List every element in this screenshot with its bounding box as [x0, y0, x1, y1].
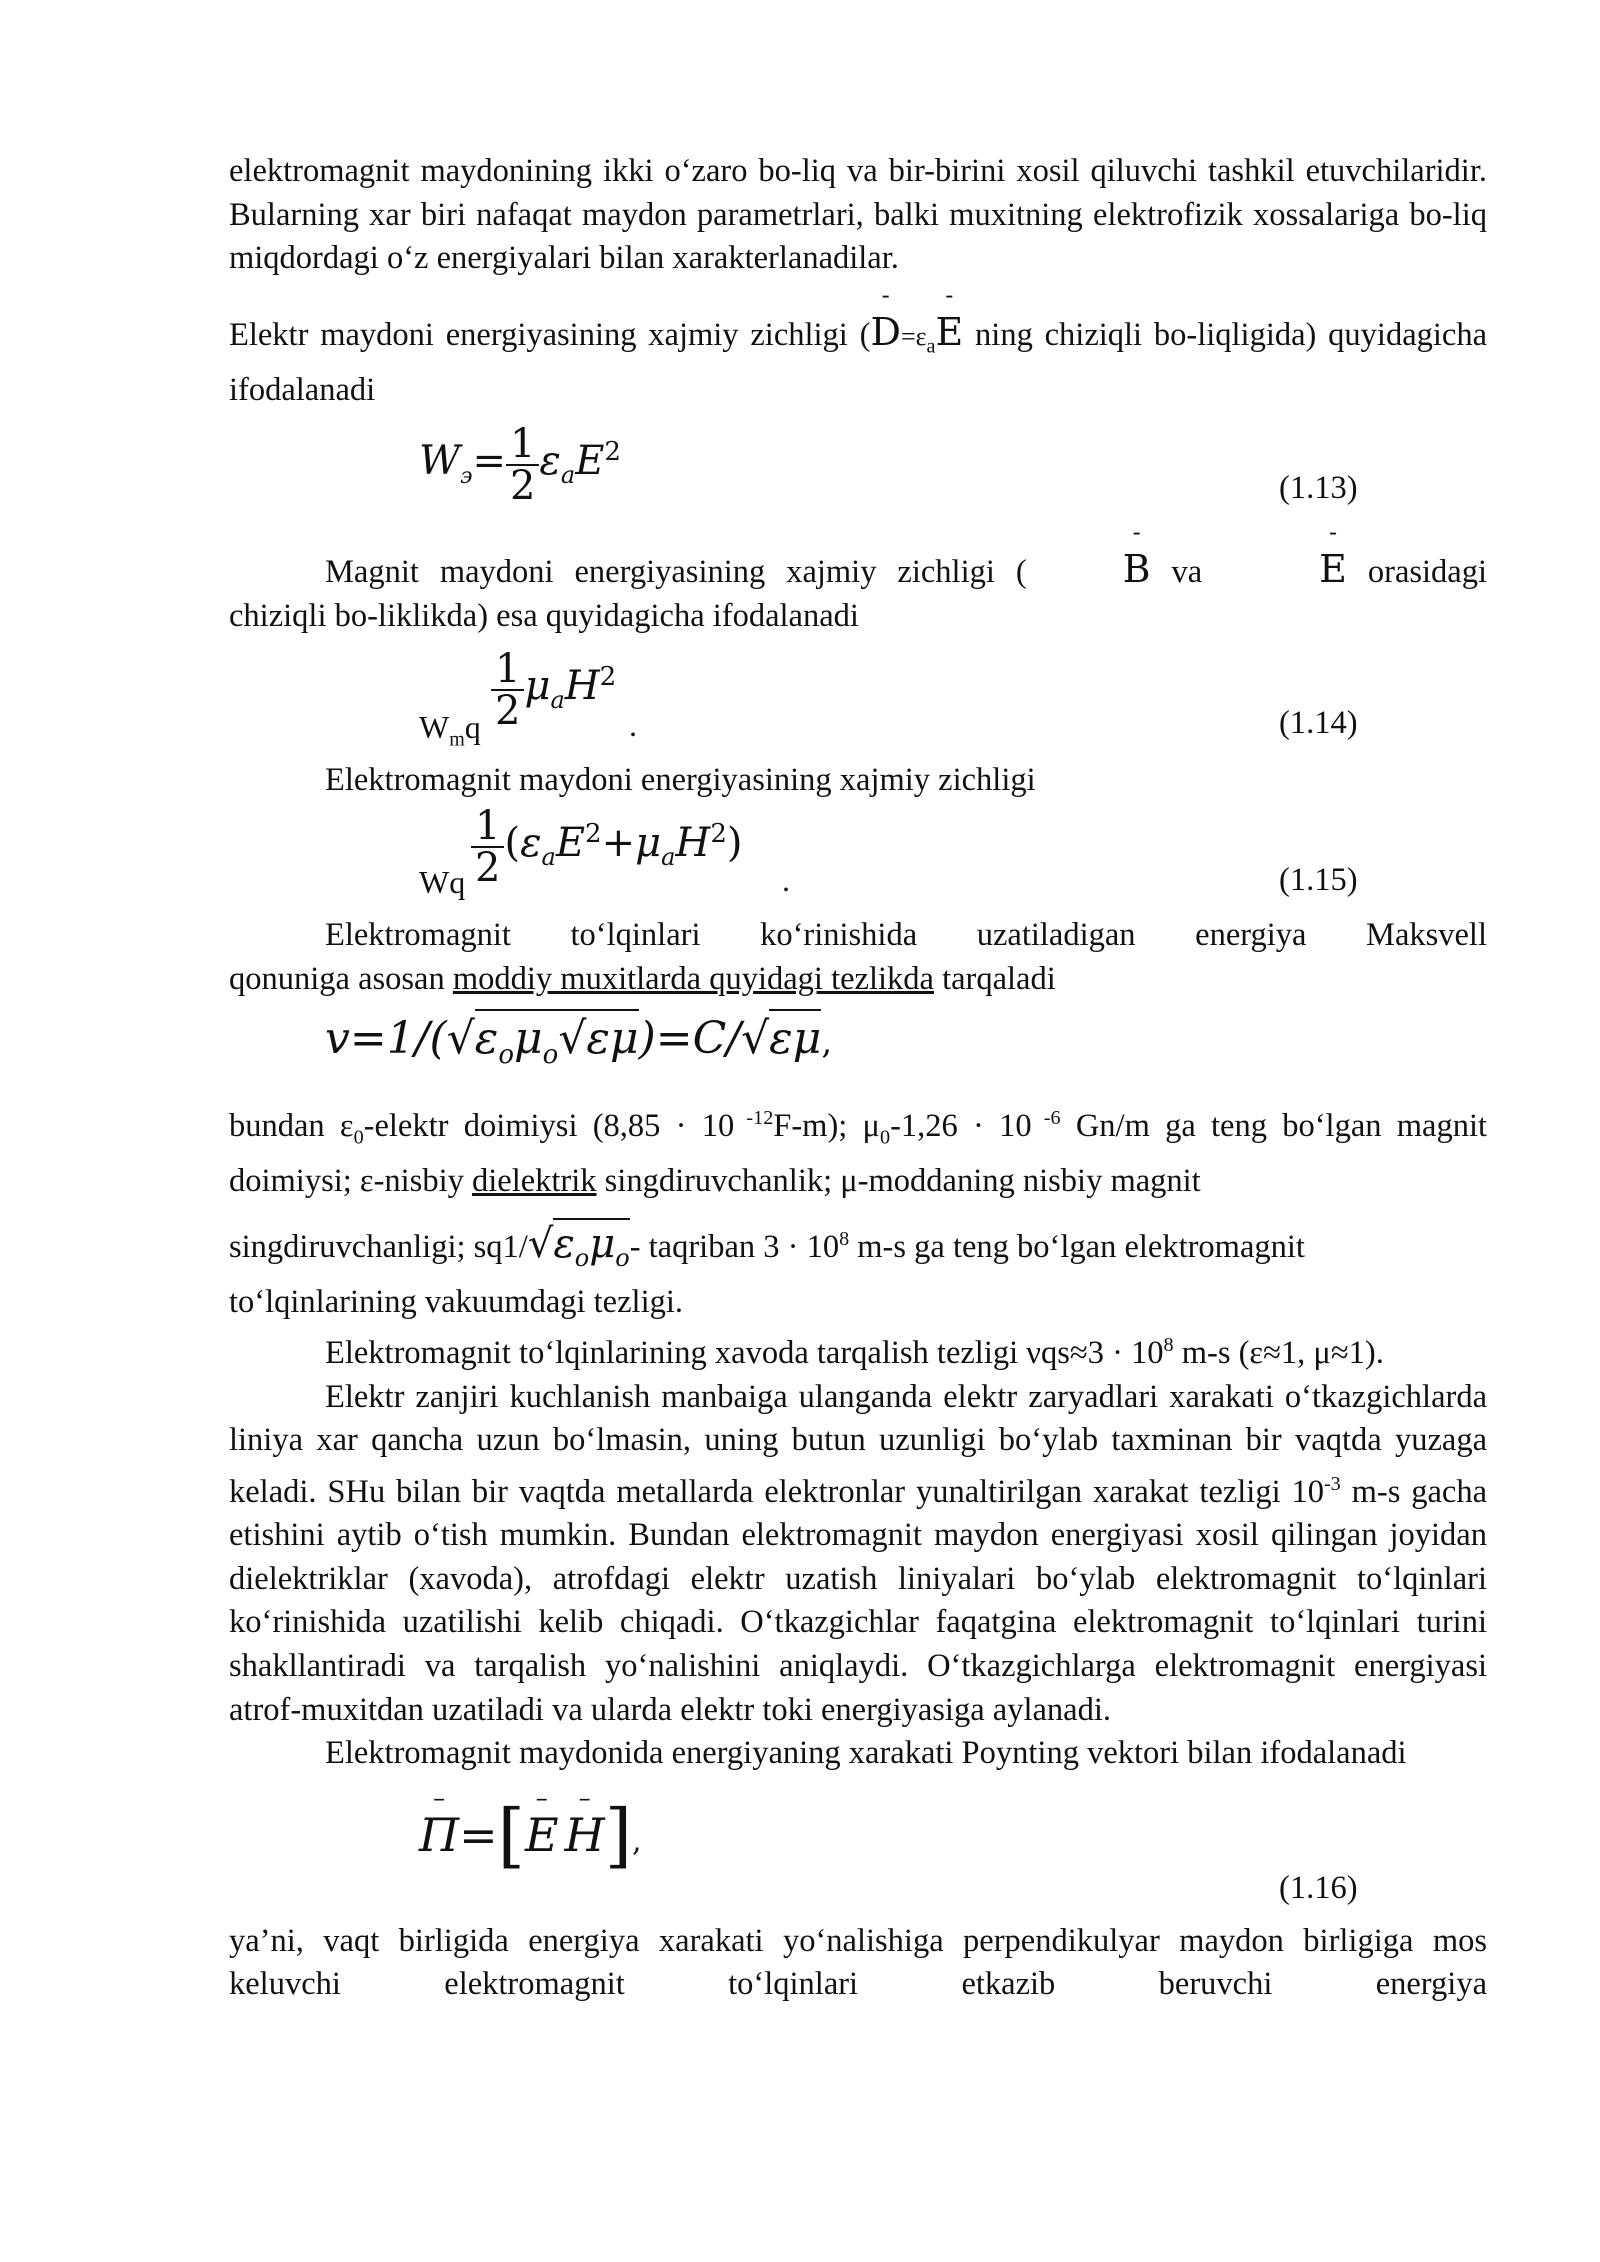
- paragraph-7: singdiruvchanligi; $sq1/√\varepsilon_o\mu_o-$ taqriban $3 \cdot 10^8$ m-s ga teng bo‘lgan elektromagnit to‘lqinlarining vakuumdagi tezligi.: [229, 1218, 1487, 1324]
- paragraph-4: Elektromagnit maydoni energiyasining xajmiy zichligi: [325, 761, 1036, 798]
- para2-before: Elektr maydoni energiyasining xajmiy zichligi (: [229, 316, 871, 353]
- vector-e: – E: [524, 1783, 559, 1862]
- equation-velocity: $v=1/(√\varepsilon_o\mu_o√\varepsilon\mu)=C/√\varepsilon\mu$,: [229, 1001, 1487, 1097]
- paragraph-8: Elektromagnit to‘lqinlarining xavoda tarqalish tezligi $\nu qs\approx 3 \cdot 10^8$ m-s (ε≈1, μ≈1).: [325, 1334, 1384, 1371]
- equation-1-16: – Π=[ – E – H], (1.16): [419, 1783, 1358, 1906]
- vector-b-symbol: - B: [1122, 518, 1151, 592]
- equation-number: (1.14): [1279, 704, 1358, 741]
- equation-1-14: $W_mq$ $\frac{1}{2}$ $\mu_aH^2$ . (1.14): [419, 645, 1358, 751]
- vector-e-symbol: - E: [935, 280, 964, 354]
- equation-number: (1.15): [1279, 862, 1358, 899]
- equation-1-13: $W_э=$ $\frac{1}{2}$ $\varepsilon_aE^2$ (1.13): [419, 421, 1358, 510]
- paragraph-10: Elektromagnit maydonida energiyaning xarakati Poynting vektori bilan ifodalanadi: [325, 1735, 1407, 1772]
- vector-h: – H: [564, 1783, 605, 1862]
- paragraph-1: elektromagnit maydonining ikki o‘zaro bo-liq va bir-birini xosil qiluvchi tashkil etuvchilaridir. Bularning xar biri nafaqat maydon parametrlari, balki muxitning elektrofizik xossalariga bo-liq miqdordagi o‘z energiyalari bilan xarakterlanadilar.: [229, 153, 1487, 277]
- equation-number: (1.16): [1279, 1869, 1358, 1906]
- vector-d-symbol: - D: [870, 280, 901, 354]
- paragraph-11: ya’ni, vaqt birligida energiya xarakati yo‘nalishiga perpendikulyar maydon birligiga mos keluvchi elektromagnit to‘lqinlari etkazib beruvchi energiya: [229, 1922, 1487, 2003]
- vector-pi-symbol: – Π: [419, 1783, 460, 1862]
- paragraph-2: Elektr maydoni energiyasining xajmiy zichligi ( - $D=\varepsilon_a$ - E ning chiziqli bo-liqligida) quyidagicha ifodalanadi: [229, 280, 1487, 408]
- document-page: [229, 150, 1487, 2007]
- equation-number: (1.13): [1279, 470, 1358, 507]
- paragraph-5-line2: qonuniga asosan moddiy muxitlarda quyidagi tezlikda tarqaladi: [229, 960, 1056, 997]
- paragraph-9: Elektr zanjiri kuchlanish manbaiga ulanganda elektr zaryadlari xarakati o‘tkazgichlarda liniya xar qancha uzun bo‘lmasin, uning butun uzunligi bo‘ylab taxminan bir vaqtda yuzaga keladi. SHu bilan bir vaqtda metallarda elektronlar yunaltirilgan xarakat tezligi $10^{-3}$ m-s gacha etishini aytib o‘tish mumkin. Bundan elektromagnit maydon energiyasi xosil qilingan joyidan dielektriklar (xavoda), atrofdagi elektr uzatish liniyalari bo‘ylab elektromagnit to‘lqinlari ko‘rinishida uzatilishi kelib chiqadi. O‘tkazgichlar faqatgina elektromagnit to‘lqinlari turini shakllantiradi va tarqalish yo‘nalishini aniqlaydi. O‘tkazgichlarga elektromagnit energiyasi atrof-muxitdan uzatiladi va ularda elektr toki energiyasiga aylanadi.: [229, 1378, 1487, 1728]
- paragraph-6: bundan $\varepsilon_0$-elektr doimiysi (8,85 · 10 $^{-12}$F-m); $\mu_0-1,26 \cdot 10$ $^{-6}$ Gn/m ga teng bo‘lgan magnit doimiysi; ε-nisbiy dielektrik singdiruvchanlik; μ-moddaning nisbiy magnit: [229, 1107, 1488, 1200]
- paragraph-3: Magnit maydoni energiyasining xajmiy zichligi ( - B va - E orasidagi chiziqli bo-liklikda) esa quyidagicha ifodalanadi: [229, 518, 1487, 635]
- paragraph-5-line1: Elektromagnit to‘lqinlari ko‘rinishida uzatiladigan energiya Maksvell: [325, 917, 1487, 954]
- equation-1-15: Wq $\frac{1}{2}$ $(\varepsilon_aE^2+\mu_aH^2)$ . (1.15): [419, 803, 1358, 901]
- vector-e-symbol-2: - E: [1319, 518, 1347, 592]
